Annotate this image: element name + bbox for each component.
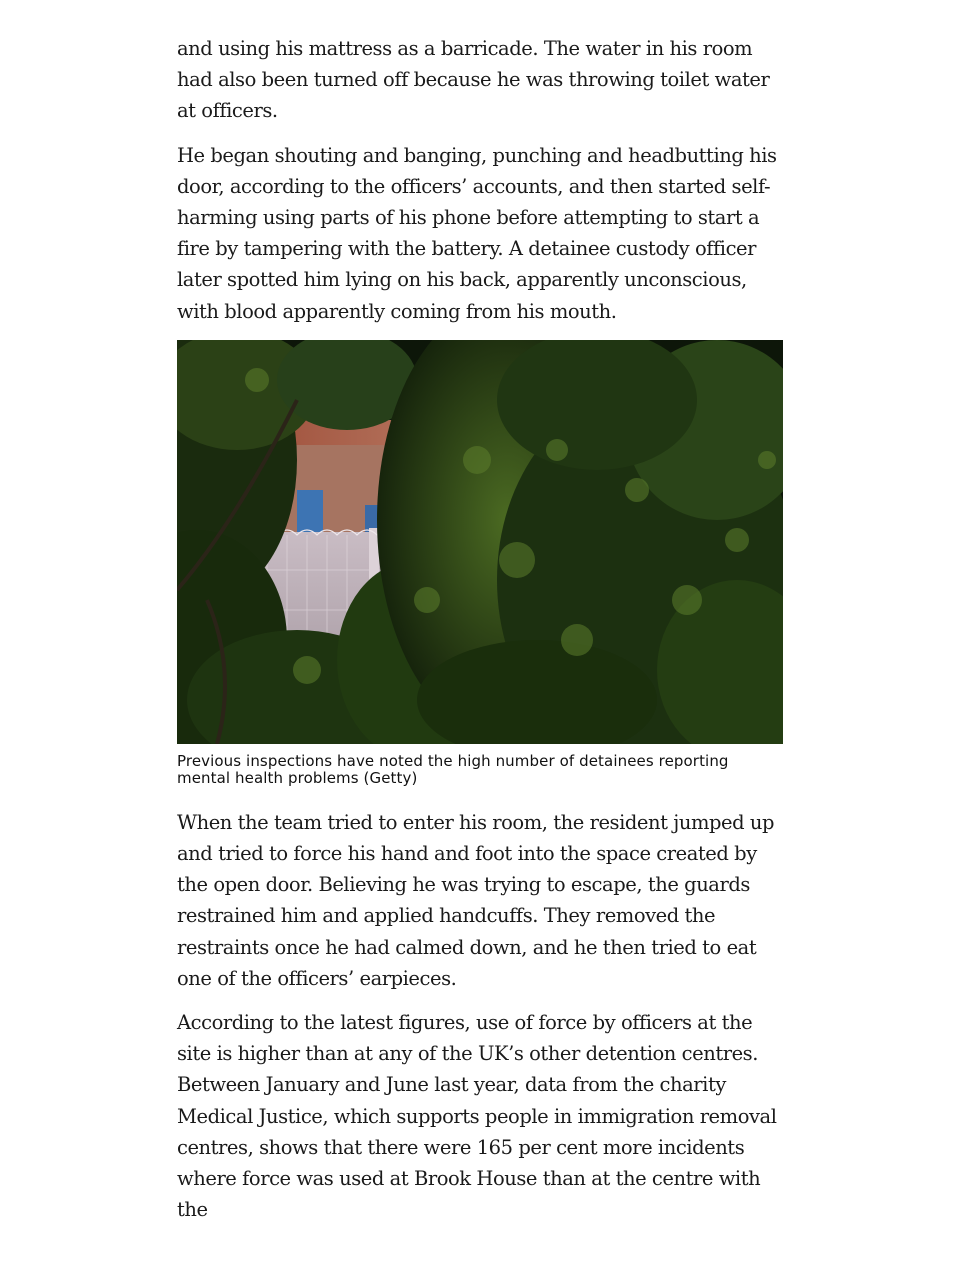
paragraph: and using his mattress as a barricade. The water in his room had also been turned off because he was throwing toilet water at officers. xyxy=(177,37,770,123)
photo-caption: Previous inspections have noted the high number of detainees reporting mental health problems (Getty) xyxy=(177,751,729,787)
article-body xyxy=(177,33,783,1238)
paragraph: He began shouting and banging, punching and headbutting his door, according to the officers’ accounts, and then started self-harming using parts of his phone before attempting to start a fire by tampering with the battery. A detainee custody officer later spotted him lying on his back, apparently unconscious, with blood apparently coming from his mouth. xyxy=(177,143,777,323)
paragraph: When the team tried to enter his room, the resident jumped up and tried to force his hand and foot into the space created by the open door. Believing he was trying to escape, the guards restrained him and applied handcuffs. They removed the restraints once he had calmed down, and he then tried to eat one of the officers’ earpieces. xyxy=(177,810,775,990)
paragraph: According to the latest figures, use of force by officers at the site is higher than at any of the UK’s other detention centres. Between January and June last year, data from the charity Medical Justice, which supports people in immigration removal centres, shows that there were 165 per cent more incidents where force was used at Brook House than at the centre with the xyxy=(177,1011,777,1222)
article-figure xyxy=(177,340,783,787)
article-photo[interactable] xyxy=(177,340,783,744)
